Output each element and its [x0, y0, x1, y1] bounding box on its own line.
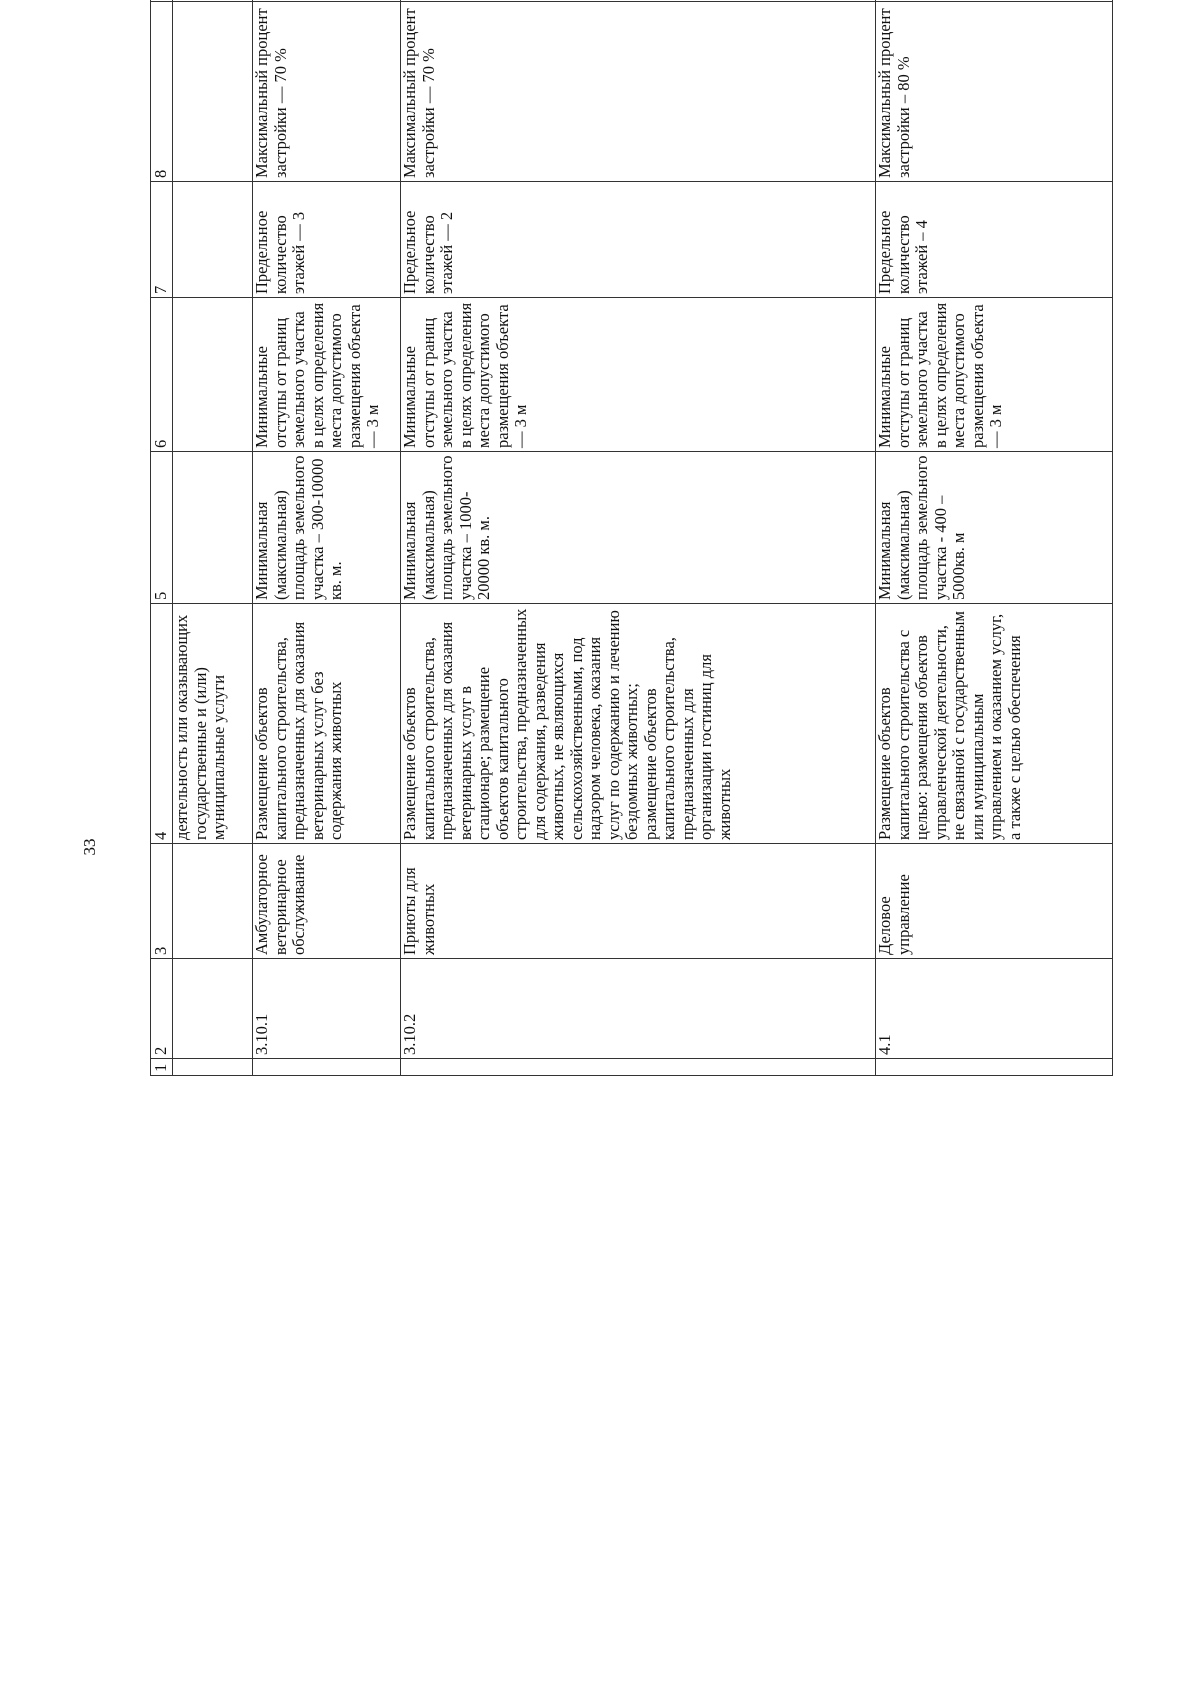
cell-name: Деловое управление	[876, 844, 1113, 959]
cell-coverage: Максимальный процент застройки — 70 %	[401, 2, 876, 182]
cell-restrictions	[173, 0, 253, 2]
table-row	[876, 0, 1113, 1076]
cell-col1	[876, 1059, 1113, 1076]
header-row	[151, 0, 173, 1076]
table-row	[401, 0, 876, 1076]
header-cell: 7	[151, 182, 173, 298]
cell-description: Размещение объектов капитального строительства с целью: размещения объектов управленческой деятельности, не связанной с государственным или муниципальным управлением и оказанием услуг, а также с целью обеспечения	[876, 604, 1113, 844]
cell-name: Амбулаторное ветеринарное обслуживание	[253, 844, 401, 959]
cell-restrictions	[253, 0, 401, 2]
cell-floors: Предельное количество этажей – 4	[876, 182, 1113, 298]
cell-description: Размещение объектов капитального строительства, предназначенных для оказания ветеринарных услуг без содержания животных	[253, 604, 401, 844]
cell-setbacks	[173, 298, 253, 452]
cell-name	[173, 844, 253, 959]
cell-area: Минимальная (максимальная) площадь земельного участка - 400 – 5000кв. м	[876, 452, 1113, 604]
cell-code: 4.1	[876, 959, 1113, 1059]
cell-col1	[401, 1059, 876, 1076]
cell-area: Минимальная (максимальная) площадь земельного участка – 1000-20000 кв. м.	[401, 452, 876, 604]
header-cell: 6	[151, 298, 173, 452]
header-cell: 1	[151, 1059, 173, 1076]
table-row	[253, 0, 401, 1076]
cell-area	[173, 452, 253, 604]
cell-setbacks: Минимальные отступы от границ земельного участка в целях определения места допустимого размещения объекта — 3 м	[401, 298, 876, 452]
header-cell: 5	[151, 452, 173, 604]
header-cell: 2	[151, 959, 173, 1059]
cell-restrictions	[401, 0, 876, 2]
header-cell: 3	[151, 844, 173, 959]
page-number: 33	[80, 838, 99, 856]
cell-setbacks: Минимальные отступы от границ земельного участка в целях определения места допустимого размещения объекта — 3 м	[253, 298, 401, 452]
cell-restrictions	[876, 0, 1113, 2]
cell-code: 3.10.2	[401, 959, 876, 1059]
table-row	[173, 0, 253, 1076]
cell-description: Размещение объектов капитального строительства, предназначенных для оказания ветеринарных услуг в стационаре; размещение объектов капитального строительства, предназначенных для содержания, разведения животных, не являющихся сельскохозяйственными, под надзором человека, оказания услуг по содержанию и лечению бездомных животных; размещение объектов капитального строительства, предназначенных для организации гостиниц для животных	[401, 604, 876, 844]
cell-coverage	[173, 2, 253, 182]
table-container	[150, 8, 1112, 1570]
cell-floors: Предельное количество этажей — 2	[401, 182, 876, 298]
cell-name: Приюты для животных	[401, 844, 876, 959]
cell-coverage: Максимальный процент застройки – 80 %	[876, 2, 1113, 182]
cell-area: Минимальная (максимальная) площадь земельного участка – 300-10000 кв. м.	[253, 452, 401, 604]
cell-coverage: Максимальный процент застройки — 70 %	[253, 2, 401, 182]
cell-col1	[253, 1059, 401, 1076]
cell-code	[173, 959, 253, 1059]
header-cell	[151, 0, 173, 2]
cell-col1	[173, 1059, 253, 1076]
cell-floors: Предельное количество этажей — 3	[253, 182, 401, 298]
cell-floors	[173, 182, 253, 298]
cell-code: 3.10.1	[253, 959, 401, 1059]
cell-setbacks: Минимальные отступы от границ земельного участка в целях определения места допустимого размещения объекта — 3 м	[876, 298, 1113, 452]
zoning-table	[150, 0, 1113, 1076]
header-cell: 4	[151, 604, 173, 844]
header-cell: 8	[151, 2, 173, 182]
cell-description: деятельность или оказывающих государственные и (или) муниципальные услуги	[173, 604, 253, 844]
